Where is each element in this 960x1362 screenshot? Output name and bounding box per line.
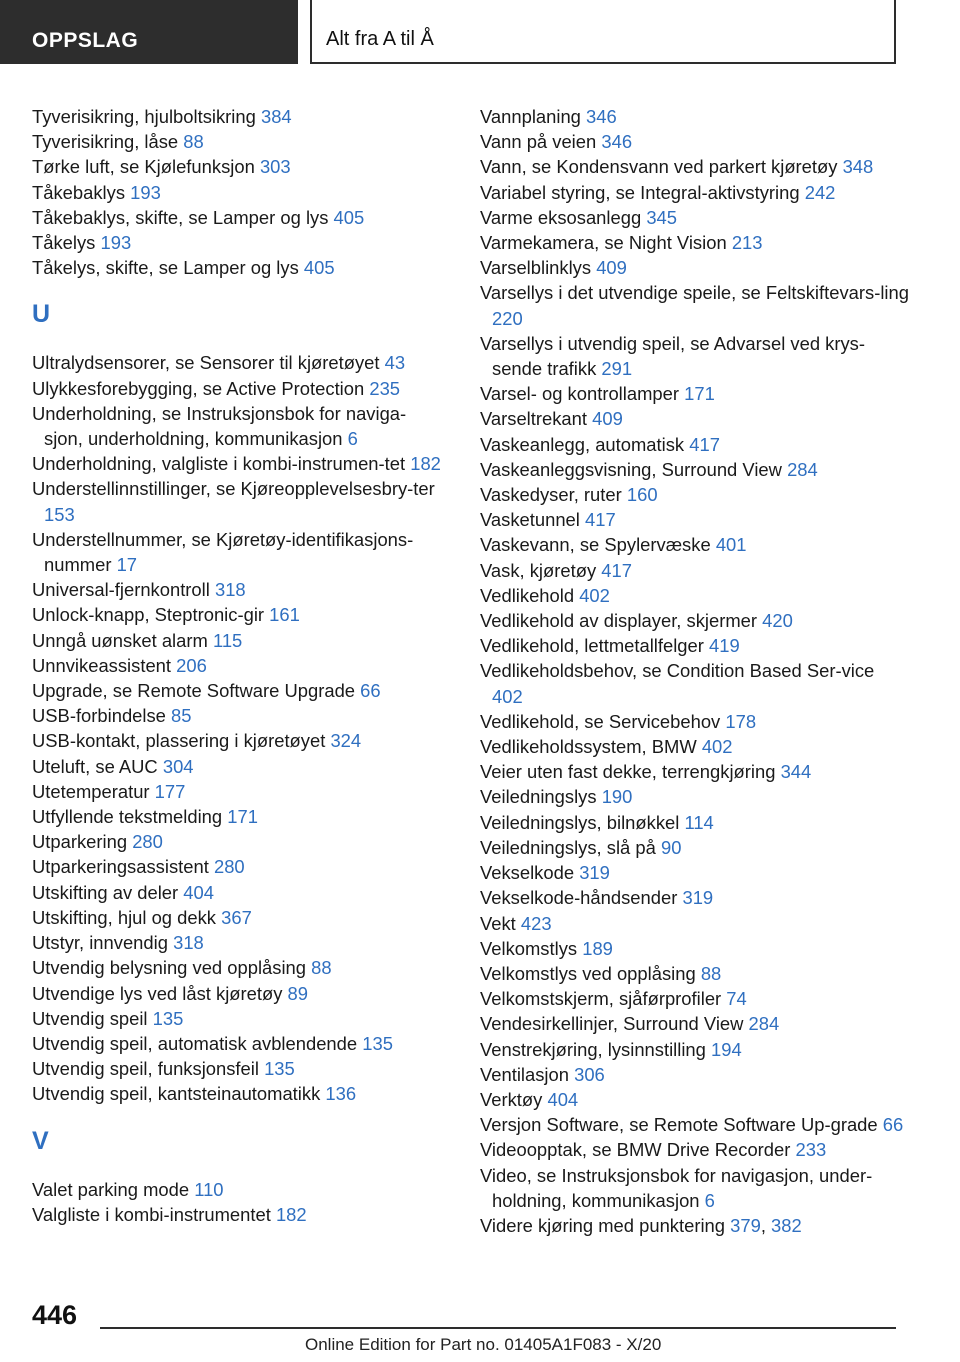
index-entry-text: Ultralydsensorer, se Sensorer til kjøretøyet <box>32 352 380 374</box>
page-link[interactable]: 319 <box>682 887 714 909</box>
page-link[interactable]: 135 <box>264 1058 295 1080</box>
page-link[interactable]: 190 <box>601 786 633 808</box>
index-entry <box>480 709 910 734</box>
index-letter-heading: U <box>32 300 51 329</box>
page-link[interactable]: 379 <box>730 1214 761 1236</box>
index-entry-text: Utparkeringsassistent <box>32 856 209 878</box>
index-entry <box>32 577 442 602</box>
index-entry <box>480 583 910 608</box>
index-entry-text: Ventilasjon <box>480 1063 569 1085</box>
index-entry <box>480 1137 910 1162</box>
index-entry-text: Velkomstlys ved opplåsing <box>480 962 696 984</box>
page-link[interactable]: 402 <box>701 736 733 758</box>
page-link[interactable]: 409 <box>592 408 623 430</box>
page-link[interactable]: 417 <box>689 433 720 455</box>
index-entry-text: Valet parking mode <box>32 1178 190 1200</box>
index-entry <box>32 154 442 179</box>
page-link[interactable]: 178 <box>725 710 757 732</box>
index-entry-text: Variabel styring, se Integral-aktivstyring <box>480 181 800 203</box>
index-entry-text: Vann, se Kondensvann ved parkert kjøretøy <box>480 156 838 178</box>
index-entry <box>32 678 442 703</box>
index-entry <box>480 457 910 482</box>
index-entry-text: Vann på veien <box>480 131 597 153</box>
page-link[interactable]: 318 <box>214 579 246 601</box>
index-entry-text: Vendesirkellinjer, Surround View <box>480 1013 744 1035</box>
page-link[interactable]: 284 <box>748 1013 780 1035</box>
index-entry <box>32 754 442 779</box>
index-entry <box>480 986 910 1011</box>
index-entry <box>480 961 910 986</box>
index-entry <box>32 829 442 854</box>
page-link[interactable]: 409 <box>596 257 627 279</box>
page-link[interactable]: 66 <box>882 1114 904 1136</box>
index-entry <box>32 804 442 829</box>
page-link[interactable]: 115 <box>212 629 243 651</box>
page-link[interactable]: 171 <box>227 806 258 828</box>
page-link[interactable]: 110 <box>194 1178 224 1200</box>
index-entry-text: Tåkebaklys, skifte, se Lamper og lys <box>32 206 329 228</box>
index-entry-text: Vaskeanleggsvisning, Surround View <box>480 458 782 480</box>
index-entry-text: Utvendig speil, automatisk avblendende <box>32 1032 358 1054</box>
page-link[interactable]: 182 <box>275 1203 307 1225</box>
index-entry <box>32 602 442 627</box>
index-entry-text: Varsellys i det utvendige speile, se Feltskiftevars-ling <box>480 282 909 304</box>
index-entry-text: Vekt <box>480 912 516 934</box>
index-entry-text: Utvendig speil, funksjonsfeil <box>32 1058 259 1080</box>
index-entry <box>32 1177 442 1202</box>
index-entry-text: Varsel- og kontrollamper <box>480 383 679 405</box>
page-link[interactable]: 90 <box>660 836 682 858</box>
index-entry-text: Tyverisikring, låse <box>32 131 179 153</box>
page-link[interactable]: 88 <box>311 957 332 979</box>
page-link[interactable]: 189 <box>582 937 613 959</box>
index-entry <box>32 1006 442 1031</box>
index-entry-text: Vedlikeholdssystem, BMW <box>480 736 697 758</box>
index-entry-text: Utskifting, hjul og dekk <box>32 906 216 928</box>
page-link[interactable]: 405 <box>333 206 365 228</box>
index-entry-text: Vedlikehold av displayer, skjermer <box>480 610 758 632</box>
index-entry <box>32 401 442 451</box>
page-link[interactable]: 85 <box>171 705 192 727</box>
index-letter-heading: V <box>32 1126 49 1155</box>
page-link[interactable]: 324 <box>330 730 362 752</box>
page-link[interactable]: 384 <box>260 106 292 127</box>
page-link[interactable]: 43 <box>384 352 406 374</box>
page-link[interactable]: 135 <box>152 1007 184 1029</box>
page-link[interactable]: 153 <box>44 503 75 525</box>
page-link[interactable]: 17 <box>116 554 138 576</box>
page-link[interactable]: 6 <box>704 1189 715 1211</box>
index-entry-text: Underholdning, valgliste i kombi-instrumen-tet <box>32 453 406 475</box>
index-entry <box>32 880 442 905</box>
page-link[interactable]: 161 <box>269 604 300 626</box>
index-entry-text: Vedlikehold <box>480 584 575 606</box>
index-entry <box>480 558 910 583</box>
index-entry-text: Understellnummer, se Kjøretøy-identifikasjons-nummer <box>32 528 414 576</box>
index-entry-text: Utvendige lys ved låst kjøretøy <box>32 982 283 1004</box>
index-entry <box>32 905 442 930</box>
page-link[interactable]: 420 <box>762 610 793 632</box>
index-entry <box>32 779 442 804</box>
page-link[interactable]: 206 <box>176 654 207 676</box>
index-entry-text: Tåkebaklys <box>32 181 126 203</box>
index-entry-text: Varme eksosanlegg <box>480 206 642 228</box>
index-entry <box>480 835 910 860</box>
index-entry-text: Veier uten fast dekke, terrengkjøring <box>480 761 776 783</box>
index-entry <box>32 854 442 879</box>
index-entry <box>32 350 442 375</box>
footer-divider <box>100 1327 896 1329</box>
index-entry <box>480 608 910 633</box>
index-entry <box>32 451 442 476</box>
index-entry <box>480 432 910 457</box>
index-entry <box>480 1037 910 1062</box>
index-entry-text: Unngå uønsket alarm <box>32 629 208 651</box>
index-entry <box>480 280 910 330</box>
index-entry <box>32 205 442 230</box>
index-entry <box>32 527 442 577</box>
index-column-left <box>32 104 442 1227</box>
page-link[interactable]: 303 <box>259 156 291 178</box>
index-entry-text: Vaskeanlegg, automatisk <box>480 433 685 455</box>
page-link[interactable]: 66 <box>360 680 381 702</box>
index-entry-text: Venstrekjøring, lysinnstilling <box>480 1038 706 1060</box>
index-entry <box>32 180 442 205</box>
page-link[interactable]: 193 <box>130 181 161 203</box>
index-entry-text: Tyverisikring, hjulboltsikring <box>32 106 256 127</box>
index-entry <box>480 205 910 230</box>
page-link[interactable]: 401 <box>715 534 747 556</box>
index-entry-text: Utskifting av deler <box>32 881 179 903</box>
page-link[interactable]: 367 <box>221 906 252 928</box>
index-entry <box>480 860 910 885</box>
index-entry-text: Tåkelys <box>32 232 96 254</box>
page-link[interactable]: 419 <box>709 635 740 657</box>
index-entry-text: Unnvikeassistent <box>32 654 172 676</box>
index-entry-text: Tørke luft, se Kjølefunksjon <box>32 156 255 178</box>
index-entry <box>480 104 910 129</box>
page-link[interactable]: 220 <box>492 307 523 329</box>
page-link[interactable]: 417 <box>601 559 632 581</box>
index-entry <box>480 154 910 179</box>
page-link[interactable]: 135 <box>362 1032 393 1054</box>
index-entry-text: Veiledningslys, slå på <box>480 836 656 858</box>
index-entry <box>32 728 442 753</box>
index-entry <box>32 129 442 154</box>
index-entry-text: Verktøy <box>480 1088 543 1110</box>
index-entry <box>480 381 910 406</box>
page-link[interactable]: 177 <box>154 780 186 802</box>
index-entry-text: Unlock-knapp, Steptronic-gir <box>32 604 265 626</box>
page-link[interactable]: 319 <box>579 862 610 884</box>
page-link[interactable]: 194 <box>711 1038 742 1060</box>
index-entry <box>480 784 910 809</box>
index-entry <box>480 759 910 784</box>
page-link[interactable]: 404 <box>183 881 214 903</box>
page-link[interactable]: 88 <box>700 962 722 984</box>
index-entry <box>480 1112 910 1137</box>
index-entry <box>480 734 910 759</box>
index-entry <box>480 482 910 507</box>
index-entry-text: Upgrade, se Remote Software Upgrade <box>32 680 356 702</box>
index-entry-text: Versjon Software, se Remote Software Up-grade <box>480 1114 878 1136</box>
page-link[interactable]: 6 <box>347 428 358 450</box>
index-entry-text: Utvendig speil, kantsteinautomatikk <box>32 1083 321 1105</box>
page-link[interactable]: 346 <box>601 131 633 153</box>
index-entry <box>480 1087 910 1112</box>
page-header <box>0 0 960 66</box>
index-entry-text: Utvendig speil <box>32 1007 148 1029</box>
index-entry-text: Videoopptak, se BMW Drive Recorder <box>480 1139 791 1161</box>
index-entry <box>32 955 442 980</box>
page-link[interactable]: 213 <box>731 232 763 254</box>
index-entry <box>480 633 910 658</box>
index-entry <box>32 230 442 255</box>
index-entry-text: Ulykkesforebygging, se Active Protection <box>32 377 365 399</box>
index-entry <box>480 1163 910 1213</box>
page-link[interactable]: 233 <box>795 1139 827 1161</box>
page-link[interactable]: 114 <box>684 811 714 833</box>
page-link[interactable]: 346 <box>586 106 617 127</box>
index-entry-text: Velkomstskjerm, sjåførprofiler <box>480 988 722 1010</box>
index-entry-text: Vask, kjøretøy <box>480 559 597 581</box>
index-entry-text: Varmekamera, se Night Vision <box>480 232 727 254</box>
index-entry-text: Vaskevann, se Spylervæske <box>480 534 711 556</box>
index-entry <box>480 1062 910 1087</box>
index-entry <box>480 507 910 532</box>
page-link[interactable]: 344 <box>780 761 812 783</box>
page-link[interactable]: 348 <box>842 156 874 178</box>
page-link[interactable]: 405 <box>303 257 335 279</box>
index-entry <box>32 628 442 653</box>
page-link[interactable]: 88 <box>183 131 204 153</box>
index-entry-text: Vannplaning <box>480 106 581 127</box>
index-entry <box>32 1031 442 1056</box>
index-entry-text: Video, se Instruksjonsbok for navigasjon, under-holdning, kommunikasjon <box>480 1164 873 1211</box>
page-link[interactable]: 291 <box>601 358 633 380</box>
chapter-title: Alt fra A til Å <box>310 0 896 64</box>
page-link[interactable]: 160 <box>626 484 658 506</box>
index-entry: Videre kjøring med punktering 379, 382 <box>480 1214 802 1236</box>
page-number: 446 <box>32 1300 78 1330</box>
index-entry <box>32 476 442 526</box>
index-entry-text: Vasketunnel <box>480 509 580 531</box>
index-entry-text: Valgliste i kombi-instrumentet <box>32 1203 271 1225</box>
index-entry-text: Utstyr, innvendig <box>32 932 168 954</box>
page-link[interactable]: 423 <box>520 912 552 934</box>
page-link[interactable]: 280 <box>213 856 245 878</box>
index-entry <box>32 703 442 728</box>
page-link[interactable]: 318 <box>173 932 204 954</box>
section-tab: OPPSLAG <box>0 0 298 64</box>
index-entry-text: Utetemperatur <box>32 780 150 802</box>
index-entry-text: Vekselkode <box>480 862 575 884</box>
index-entry <box>32 653 442 678</box>
index-entry-text: Uteluft, se AUC <box>32 755 158 777</box>
index-entry-text: USB-kontakt, plassering i kjøretøyet <box>32 730 326 752</box>
page-link[interactable]: 345 <box>646 206 677 228</box>
page-link[interactable]: 74 <box>726 988 747 1010</box>
index-entry <box>480 810 910 835</box>
index-entry-text: Varseltrekant <box>480 408 587 430</box>
index-entry <box>480 658 910 708</box>
index-entry-text: Vedlikehold, se Servicebehov <box>480 710 721 732</box>
page-link[interactable]: 242 <box>804 181 836 203</box>
page-link[interactable]: 382 <box>771 1214 802 1236</box>
index-entry-text: Vedlikeholdsbehov, se Condition Based Ser-vice <box>480 660 875 682</box>
page-link[interactable]: 402 <box>579 584 610 606</box>
index-entry <box>480 180 910 205</box>
index-entry <box>480 255 910 280</box>
page-link[interactable]: 417 <box>584 509 616 531</box>
index-entry <box>32 104 442 129</box>
page-link[interactable]: 304 <box>162 755 194 777</box>
page-link[interactable]: 182 <box>410 453 441 475</box>
index-entry-text: Varselblinklys <box>480 257 592 279</box>
index-entry <box>480 406 910 431</box>
index-entry <box>32 255 442 280</box>
index-entry-text: Veiledningslys, bilnøkkel <box>480 811 680 833</box>
index-entry-text: Utparkering <box>32 831 128 853</box>
index-entry <box>32 1202 442 1227</box>
page-link[interactable]: 280 <box>132 831 163 853</box>
page-link[interactable]: 193 <box>100 232 132 254</box>
index-entry-text: Velkomstlys <box>480 937 578 959</box>
index-entry <box>480 885 910 910</box>
index-entry <box>32 376 442 401</box>
index-entry-text: Vaskedyser, ruter <box>480 484 622 506</box>
edition-note: Online Edition for Part no. 01405A1F083 - X/20 <box>305 1335 662 1354</box>
index-column-right <box>480 104 910 1238</box>
page-link[interactable]: 235 <box>369 377 401 399</box>
index-entry <box>32 1081 442 1106</box>
index-entry <box>480 911 910 936</box>
page-link[interactable]: 171 <box>684 383 715 405</box>
page-link[interactable]: 306 <box>574 1063 605 1085</box>
index-entry <box>32 981 442 1006</box>
index-entry <box>480 129 910 154</box>
page-link[interactable]: 136 <box>325 1083 357 1105</box>
index-entry-text: USB-forbindelse <box>32 705 166 727</box>
index-entry-text: Vekselkode-håndsender <box>480 887 678 909</box>
page-link[interactable]: 284 <box>787 458 818 480</box>
index-entry <box>480 331 910 381</box>
index-entry <box>480 936 910 961</box>
page-link[interactable]: 89 <box>287 982 308 1004</box>
page-link[interactable]: 404 <box>547 1088 579 1110</box>
index-entry <box>480 532 910 557</box>
index-entry-text: Understellinnstillinger, se Kjøreopplevelsesbry-ter <box>32 478 435 500</box>
index-entry-text: Varsellys i utvendig speil, se Advarsel ved krys-sende trafikk <box>480 332 865 380</box>
index-entry-text: Vedlikehold, lettmetallfelger <box>480 635 704 657</box>
index-entry <box>480 230 910 255</box>
index-entry-text: Underholdning, se Instruksjonsbok for naviga-sjon, underholdning, kommunikasjon <box>32 402 407 450</box>
index-entry <box>32 930 442 955</box>
index-entry-text: Veiledningslys <box>480 786 597 808</box>
page-link[interactable]: 402 <box>492 685 523 707</box>
index-entry <box>480 1011 910 1036</box>
index-entry-text: Videre kjøring med punktering <box>480 1214 725 1236</box>
index-entry-text: Universal-fjernkontroll <box>32 579 210 601</box>
index-entry-text: Utvendig belysning ved opplåsing <box>32 957 307 979</box>
index-entry-text: Utfyllende tekstmelding <box>32 806 223 828</box>
index-entry-text: Tåkelys, skifte, se Lamper og lys <box>32 257 299 279</box>
index-entry <box>32 1056 442 1081</box>
